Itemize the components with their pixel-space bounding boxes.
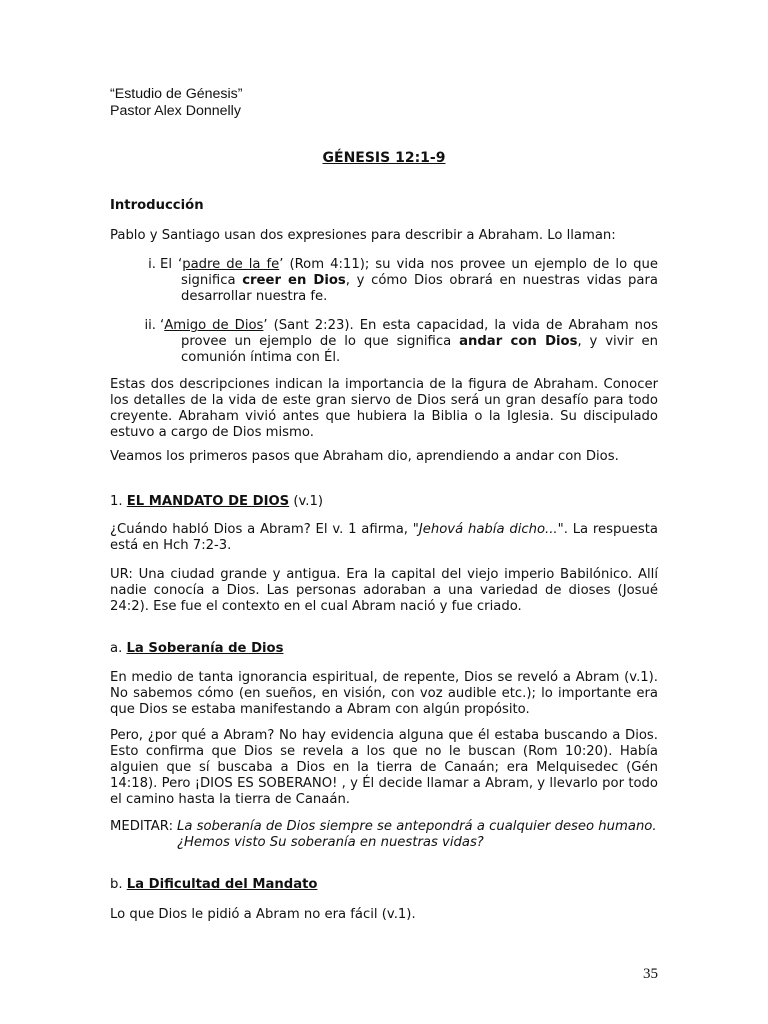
list-item-2-text bbox=[160, 318, 658, 366]
term-amigo-de-dios: Amigo de Dios bbox=[164, 318, 264, 333]
section-1-paragraph-2: UR: Una ciudad grande y antigua. Era la capital del viejo imperio Babilónico. Allí nadie conocía a Dios. Las personas adoraban a una variedad de dioses (Josué 24:2). Ese fue el contexto en el cual Abram nació y fue criado. bbox=[110, 567, 658, 614]
list-item-1 bbox=[148, 257, 658, 305]
section-b-heading bbox=[110, 877, 658, 893]
text-fragment: ’ (Sant 2:23). En esta capacidad, la vida de Abraham nos provee un ejemplo de lo que significa bbox=[181, 318, 658, 349]
text-fragment: ‘ bbox=[160, 318, 165, 333]
text-fragment: ". La respuesta está en Hch 7:2-3. bbox=[110, 522, 659, 553]
intro-heading: Introducción bbox=[110, 198, 204, 213]
text-fragment: , y cómo Dios obrará en nuestras vidas para desarrollar nuestra fe. bbox=[181, 273, 658, 304]
section-a-heading bbox=[110, 641, 658, 657]
list-item-1-text bbox=[160, 257, 658, 305]
text-fragment: , y vivir en comunión íntima con Él. bbox=[181, 334, 658, 365]
section-a-paragraph-2: Pero, ¿por qué a Abram? No hay evidencia alguna que él estaba buscando a Dios. Esto confirma que Dios se revela a los que no le buscan (Rom 10:20). Había alguien que sí buscaba a Dios en la tierra de Canaán; era Melquisedec (Gén 14:18). Pero ¡DIOS ES SOBERANO! , y Él decide llamar a Abram, y llevarlo por todo el camino hasta la tierra de Canaán. bbox=[110, 728, 658, 807]
meditar-line-1: La soberanía de Dios siempre se antepondrá a cualquier deseo humano. bbox=[177, 819, 657, 834]
meditar-line-2: ¿Hemos visto Su soberanía en nuestras vidas? bbox=[177, 835, 484, 850]
section-b-title: La Dificultad del Mandato bbox=[126, 877, 318, 892]
section-a-paragraph-1: En medio de tanta ignorancia espiritual, de repente, Dios se reveló a Abram (v.1). No sabemos cómo (en sueños, en visión, con voz audible etc.); lo importante era que Dios se estaba manifestando a Abram con algún propósito. bbox=[110, 670, 658, 717]
section-1-heading bbox=[110, 494, 658, 510]
study-title: “Estudio de Génesis” bbox=[110, 86, 243, 102]
page-number: 35 bbox=[643, 966, 658, 982]
section-a-letter: a. bbox=[110, 641, 127, 656]
text-fragment: El ‘ bbox=[160, 257, 183, 272]
quote-jehova: Jehová había dicho... bbox=[418, 522, 558, 537]
intro-paragraph-3: Veamos los primeros pasos que Abraham dio, aprendiendo a andar con Dios. bbox=[110, 449, 619, 464]
section-b-paragraph-1: Lo que Dios le pidió a Abram no era fácil (v.1). bbox=[110, 907, 416, 922]
term-padre-de-la-fe: padre de la fe bbox=[182, 257, 280, 272]
section-1-number: 1. bbox=[110, 494, 127, 509]
section-1-reference: (v.1) bbox=[289, 494, 324, 509]
meditar-label: MEDITAR: bbox=[110, 819, 174, 834]
text-fragment: ¿Cuándo habló Dios a Abram? El v. 1 afirma, " bbox=[110, 522, 419, 537]
emphasis-creer-en-dios: creer en Dios bbox=[242, 273, 346, 288]
text-fragment: ’ (Rom 4:11); su vida nos provee un ejemplo de lo que significa bbox=[181, 257, 658, 288]
author-name: Pastor Alex Donnelly bbox=[110, 103, 241, 119]
section-1-title: EL MANDATO DE DIOS bbox=[126, 494, 290, 509]
page-title: GÉNESIS 12:1-9 bbox=[322, 150, 446, 166]
section-b-letter: b. bbox=[110, 877, 127, 892]
section-1-paragraph-1 bbox=[110, 522, 658, 554]
meditar-note bbox=[110, 819, 658, 851]
list-item-1-number: i. bbox=[148, 257, 156, 272]
intro-lead: Pablo y Santiago usan dos expresiones para describir a Abraham. Lo llaman: bbox=[110, 228, 616, 243]
section-a-title: La Soberanía de Dios bbox=[126, 641, 284, 656]
list-item-2 bbox=[144, 318, 658, 366]
emphasis-andar-con-dios: andar con Dios bbox=[459, 334, 578, 349]
list-item-2-number: ii. bbox=[144, 318, 156, 333]
intro-paragraph-2: Estas dos descripciones indican la importancia de la figura de Abraham. Conocer los detalles de la vida de este gran siervo de Dios será un gran desafío para todo creyente. Abraham vivió antes que hubiera la Biblia o la Iglesia. Su discipulado estuvo a cargo de Dios mismo. bbox=[110, 377, 658, 440]
